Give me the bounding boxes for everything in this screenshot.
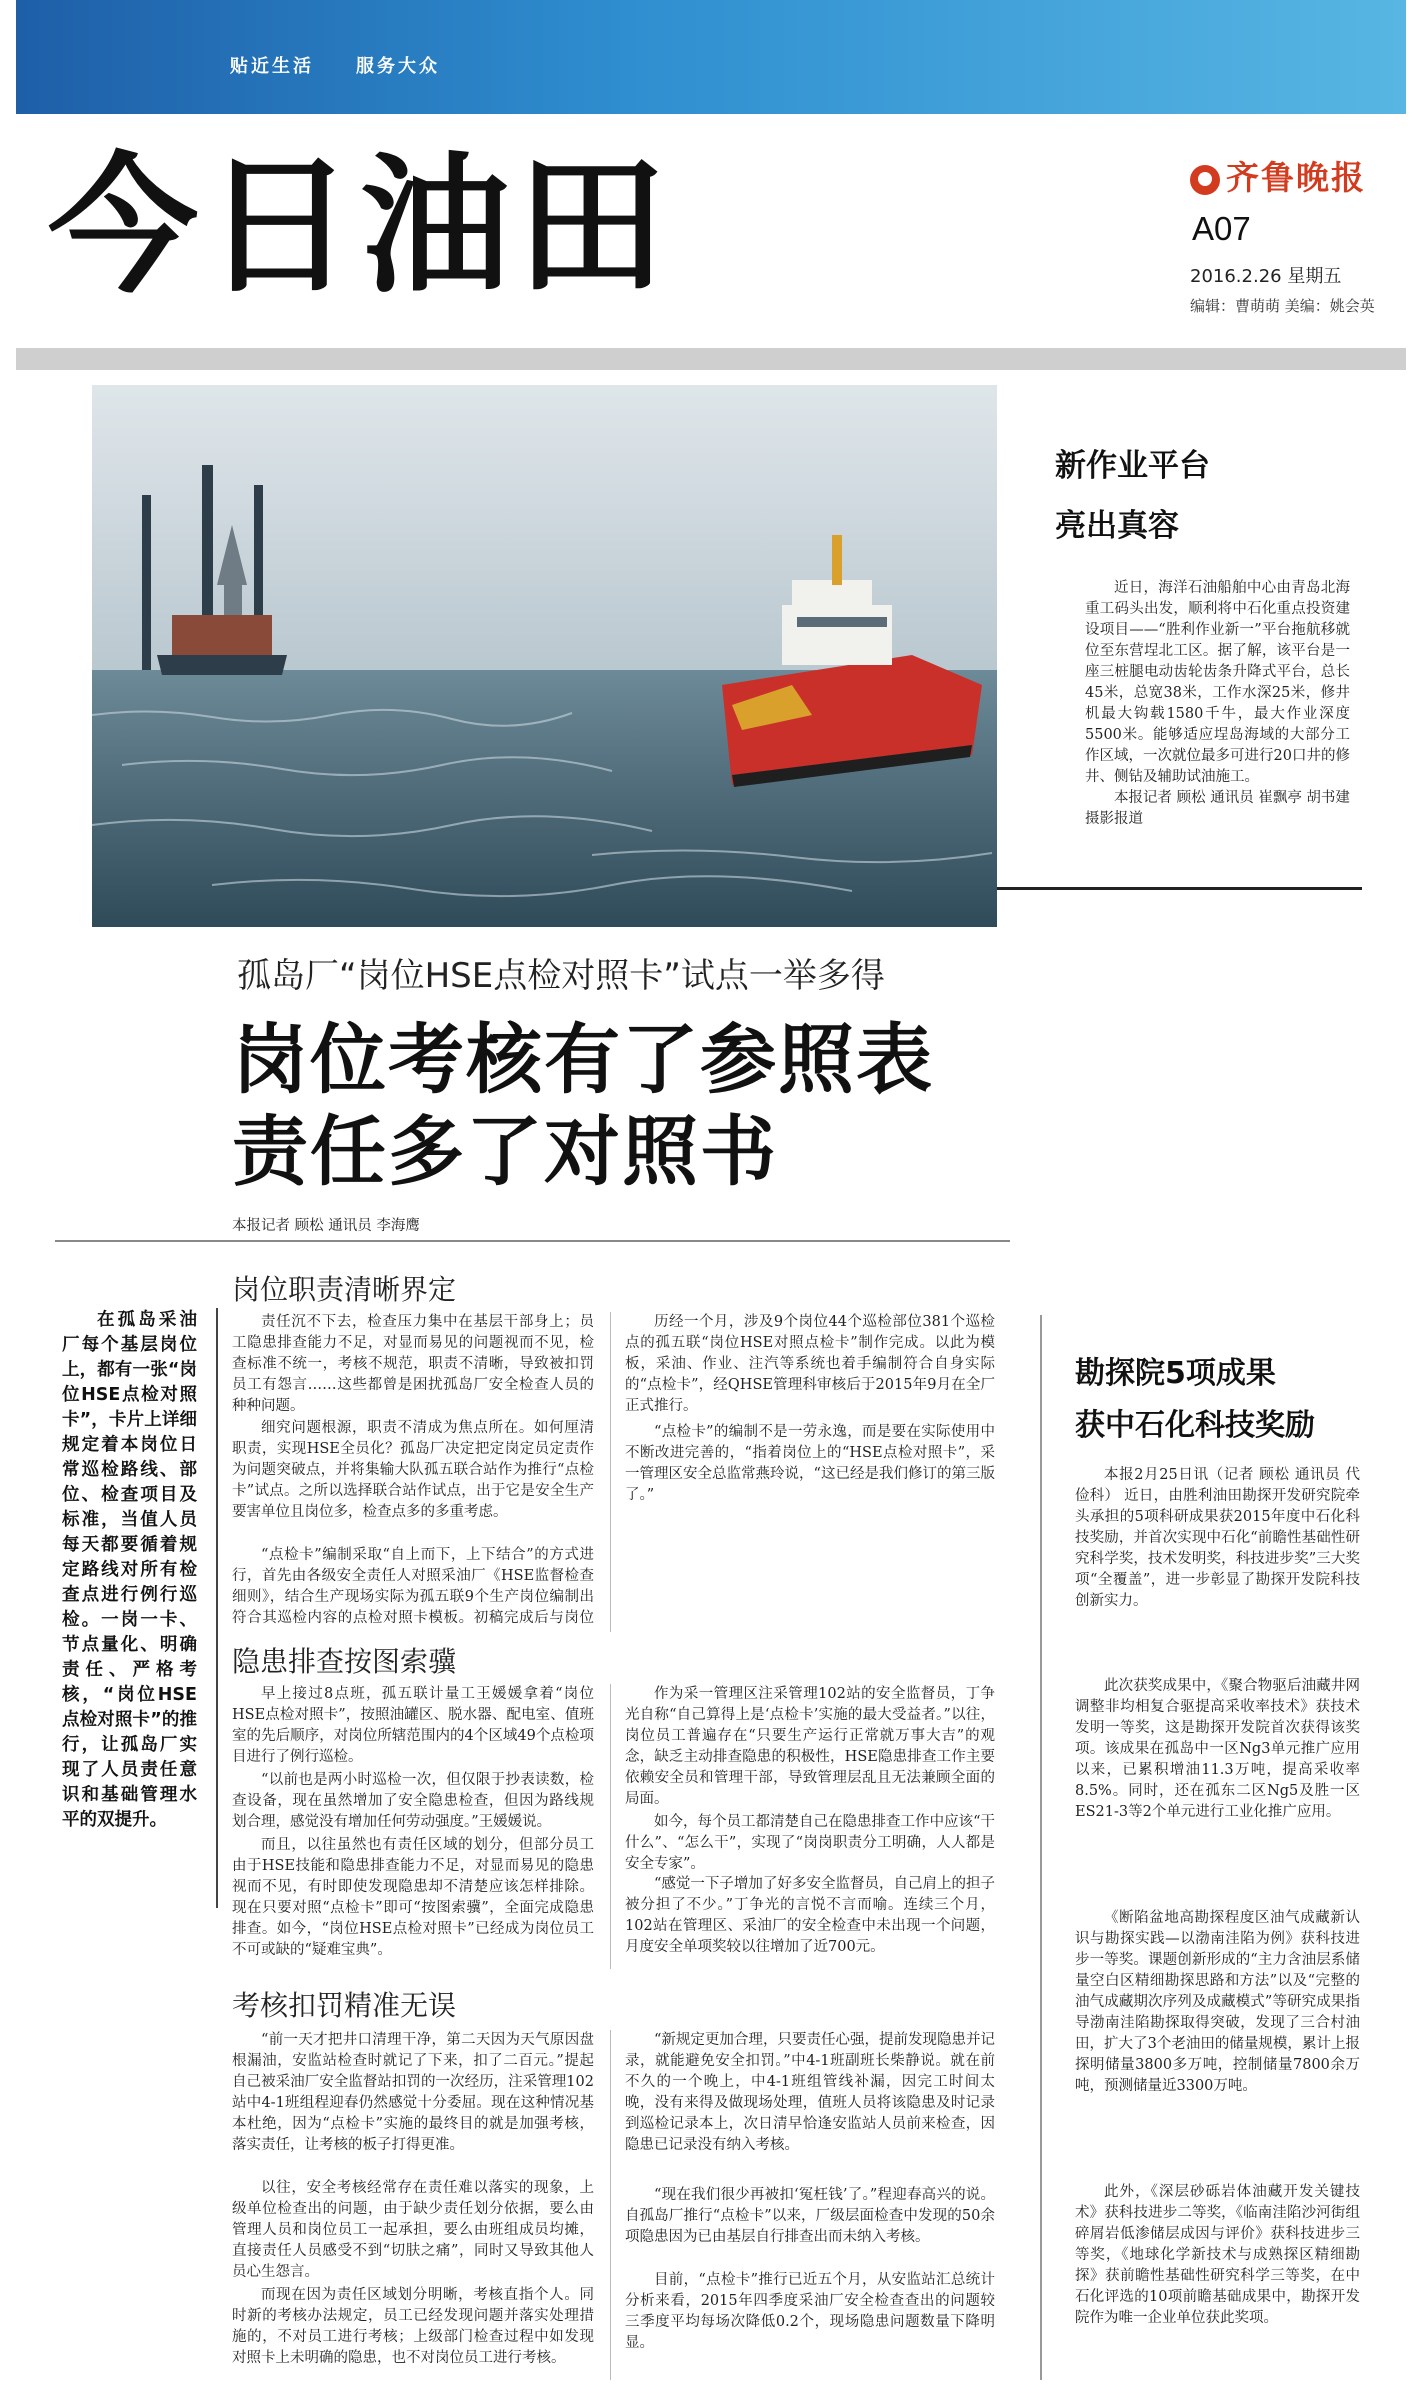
sec2-para-b: “以前也是两小时巡检一次，但仅限于抄表读数，检查设备，现在虽然增加了安全隐患检查，但因为路线规划合理，感觉没有增加任何劳动强度。”王媛媛说。 xyxy=(232,1772,594,1830)
lead-divider xyxy=(216,1308,218,1908)
banner-slogan xyxy=(230,52,482,78)
story3-para-1: 本报2月25日讯（记者 顾松 通讯员 代俭科） 近日，由胜利油田勘探开发研究院牵头承担的5项科研成果获2015年度中石化科技奖励，并首次实现中石化“前瞻性基础性研究科学奖，技术发明奖，科技进步奖”三大奖项“全覆盖”，进一步彰显了勘探开发院科技创新实力。 xyxy=(1075,1467,1360,1609)
sec2-para-d: 作为采一管理区注采管理102站的安全监督员，丁争光自称“自己算得上是‘点检卡’实施的最大受益者。”以往，岗位员工普遍存在“只要生产运行正常就万事大吉”的观念，缺乏主动排查隐患的积极性，HSE隐患排查工作主要依赖安全员和管理干部，导致管理层乱且无法兼顾全面的局面。 xyxy=(625,1686,995,1807)
story3-headline-2: 获中石化科技奖励 xyxy=(1075,1408,1315,1443)
paper-logo xyxy=(1190,152,1366,199)
story3-divider xyxy=(1040,1315,1042,2380)
sec2-para-f: “感觉一下子增加了好多安全监督员，自己肩上的担子被分担了不少。”丁争光的言悦不言而喻。连续三个月，102站在管理区、采油厂的安全检查中未出现一个问题，月度安全单项奖较以往增加了近700元。 xyxy=(625,1876,995,1955)
story3-para-4: 此外，《深层砂砾岩体油藏开发关键技术》获科技进步二等奖，《临南洼陷沙河街组碎屑岩低渗储层成因与评价》获科技进步三等奖，《地球化学新技术与成熟探区精细勘探》获前瞻性基础性研究科学三等奖，在中石化评选的10项前瞻基础成果中，勘探开发院作为唯一企业单位获此奖项。 xyxy=(1075,2184,1360,2326)
sec3-para-f: 目前，“点检卡”推行已近五个月，从安监站汇总统计分析来看，2015年四季度采油厂安全检查查出的问题较三季度平均每场次降低0.2个，现场隐患问题数量下降明显。 xyxy=(625,2272,995,2351)
sec2-para-a: 早上接过8点班，孤五联计量工王媛媛拿着“岗位HSE点检对照卡”，按照油罐区、脱水器、配电室、值班室的先后顺序，对岗位所辖范围内的4个区域49个点检项目进行了例行巡检。 xyxy=(232,1686,594,1765)
story1-rule xyxy=(997,887,1362,890)
story2-rule xyxy=(55,1240,1010,1242)
sec1-para-e: “点检卡”的编制不是一劳永逸，而是要在实际使用中不断改进完善的，“指着岗位上的“HSE点检对照卡”，采一管理区安全总监常燕玲说，“这已经是我们修订的第三版了。” xyxy=(625,1424,995,1503)
story1-headline-2: 亮出真容 xyxy=(1055,508,1179,544)
column-divider-2 xyxy=(610,1684,611,1969)
sec1-para-d: 历经一个月，涉及9个岗位44个巡检部位381个巡检点的孤五联“岗位HSE对照点检卡”制作完成。以此为模板，采油、作业、注汽等系统也着手编制符合自身实际的“点检卡”，经QHSE管理科审核后于2015年9月在全厂正式推行。 xyxy=(625,1314,995,1414)
story2-headline-1: 岗位考核有了参照表 xyxy=(232,1015,934,1104)
section-heading-3: 考核扣罚精准无误 xyxy=(232,1989,457,2022)
story3-para-3: 《断陷盆地高勘探程度区油气成藏新认识与勘探实践—以渤南洼陷为例》获科技进步一等奖。课题创新形成的“主力含油层系储量空白区精细勘探思路和方法”以及“完整的油气成藏期次序列及成藏模式”等研究成果指导渤南洼陷勘探取得突破，发现了三合村油田，扩大了3个老油田的储量规模，累计上报探明储量3800多万吨，控制储量7800余万吨，预测储量近3300万吨。 xyxy=(1075,1910,1360,2094)
editor-credits: 编辑：曹萌萌 美编：姚会英 xyxy=(1190,297,1375,315)
story1-byline: 本报记者 顾松 通讯员 崔飘亭 胡书建 摄影报道 xyxy=(1085,790,1350,827)
issue-date: 2016.2.26 星期五 xyxy=(1190,266,1342,287)
story2-byline: 本报记者 顾松 通讯员 李海鹰 xyxy=(232,1218,420,1234)
story2-lead: 在孤岛采油厂每个基层岗位上，都有一张“岗位HSE点检对照卡”，卡片上详细规定着本岗位日常巡检路线、部位、检查项目及标准，当值人员每天都要循着规定路线对所有检查点进行例行巡检。一岗一卡、节点量化、明确责任、严格考核，“岗位HSE点检对照卡”的推行，让孤岛厂实现了人员责任意识和基础管理水平的双提升。 xyxy=(62,1310,197,1830)
masthead-rule xyxy=(16,348,1406,370)
section-heading-2: 隐患排查按图索骥 xyxy=(232,1645,457,1678)
sec3-para-e: “现在我们很少再被扣‘冤枉钱’了。”程迎春高兴的说。自孤岛厂推行“点检卡”以来，厂级层面检查中发现的50余项隐患因为已由基层自行排查出而未纳入考核。 xyxy=(625,2187,995,2245)
sec1-para-c: “点检卡”编制采取“自上而下，上下结合”的方式进行，首先由各级安全责任人对照采油厂《HSE监督检查细则》，结合生产现场实际为孤五联9个生产岗位编制出符合其巡检内容的点检对照卡模板。初稿完成后与岗位 xyxy=(232,1547,594,1626)
paper-name: 齐鲁晚报 xyxy=(1226,158,1366,197)
sec3-para-d: “新规定更加合理，只要责任心强，提前发现隐患并记录，就能避免安全扣罚。”中4-1班副班长柴静说。就在前不久的一个晚上，中4-1班组管线补漏，因完工时间太晚，没有来得及做现场处理，值班人员将该隐患及时记录到巡检记录本上，次日清早恰逢安监站人员前来检查，因隐患已记录没有纳入考核。 xyxy=(625,2032,995,2153)
column-divider-3 xyxy=(610,2030,611,2380)
logo-mark-icon xyxy=(1190,165,1220,195)
slogan-1: 贴近生活 xyxy=(230,56,314,77)
column-divider-1 xyxy=(610,1312,611,1632)
story3-headline-1: 勘探院5项成果 xyxy=(1075,1356,1276,1391)
story1-headline-1: 新作业平台 xyxy=(1055,448,1210,484)
sec3-para-c: 而现在因为责任区域划分明晰，考核直指个人。同时新的考核办法规定，员工已经发现问题并落实处理措施的，不对员工进行考核；上级部门检查过程中如发现对照卡上未明确的隐患，也不对岗位员工进行考核。 xyxy=(232,2287,594,2366)
sec2-para-e: 如今，每个员工都清楚自己在隐患排查工作中应该“干什么”、“怎么干”，实现了“岗岗职责分工明确，人人都是安全专家”。 xyxy=(625,1814,995,1872)
section-heading-1: 岗位职责清晰界定 xyxy=(232,1273,457,1306)
sec2-para-c: 而且，以往虽然也有责任区域的划分，但部分员工由于HSE技能和隐患排查能力不足，对显而易见的隐患视而不见，有时即使发现隐患却不清楚应该怎样排除。现在只要对照“点检卡”即可“按图索骥”，全面完成隐患排查。如今，“岗位HSE点检对照卡”已经成为岗位员工不可或缺的“疑难宝典”。 xyxy=(232,1837,594,1958)
masthead-title: 今日油田 xyxy=(48,140,673,314)
story1-body: 近日，海洋石油船舶中心由青岛北海重工码头出发，顺利将中石化重点投资建设项目——“胜利作业新一”平台拖航移就位至东营埕北工区。据了解，该平台是一座三桩腿电动齿轮齿条升降式平台，总长45米，总宽38米，工作水深25米，修井机最大钩载1580千牛，最大作业深度5500米。能够适应埕岛海域的大部分工作区域，一次就位最多可进行20口井的修井、侧钻及辅助试油施工。 xyxy=(1085,580,1350,785)
photo-platform-ship xyxy=(92,385,997,927)
top-banner xyxy=(16,0,1406,114)
news-photo xyxy=(92,385,997,927)
slogan-2: 服务大众 xyxy=(356,56,440,77)
sec1-para-a: 责任沉不下去，检查压力集中在基层干部身上；员工隐患排查能力不足，对显而易见的问题视而不见，检查标准不统一，考核不规范，职责不清晰，导致被扣罚员工有怨言……这些都曾是困扰孤岛厂安全检查人员的种种问题。 xyxy=(232,1314,594,1414)
story2-kicker: 孤岛厂“岗位HSE点检对照卡”试点一举多得 xyxy=(237,956,885,996)
sec3-para-b: 以往，安全考核经常存在责任难以落实的现象，上级单位检查出的问题，由于缺少责任划分依据，要么由管理人员和岗位员工一起承担，要么由班组成员均摊，直接责任人员感受不到“切肤之痛”，同时又导致其他人员心生怨言。 xyxy=(232,2180,594,2280)
sec3-para-a: “前一天才把井口清理干净，第二天因为天气原因盘根漏油，安监站检查时就记了下来，扣了二百元。”提起自己被采油厂安全监督站扣罚的一次经历，注采管理102站中4-1班组程迎春仍然感觉十分委屈。现在这种情况基本杜绝，因为“点检卡”实施的最终目的就是加强考核，落实责任，让考核的板子打得更准。 xyxy=(232,2032,594,2153)
page-number: A07 xyxy=(1192,210,1251,247)
sec1-para-b: 细究问题根源，职责不清成为焦点所在。如何厘清职责，实现HSE全员化？孤岛厂决定把定岗定员定责作为问题突破点，并将集输大队孤五联合站作为推行“点检卡”试点。之所以选择联合站作试点，出于它是安全生产要害单位且岗位多，检查点多的多重考虑。 xyxy=(232,1420,594,1520)
story2-headline-2: 责任多了对照书 xyxy=(232,1107,778,1196)
story3-para-2: 此次获奖成果中，《聚合物驱后油藏井网调整非均相复合驱提高采收率技术》获技术发明一等奖，这是勘探开发院首次获得该奖项。该成果在孤岛中一区Ng3单元推广应用以来，已累积增油11.3万吨，提高采收率8.5%。同时，还在孤东二区Ng5及胜一区ES21-3等2个单元进行工业化推广应用。 xyxy=(1075,1678,1360,1820)
